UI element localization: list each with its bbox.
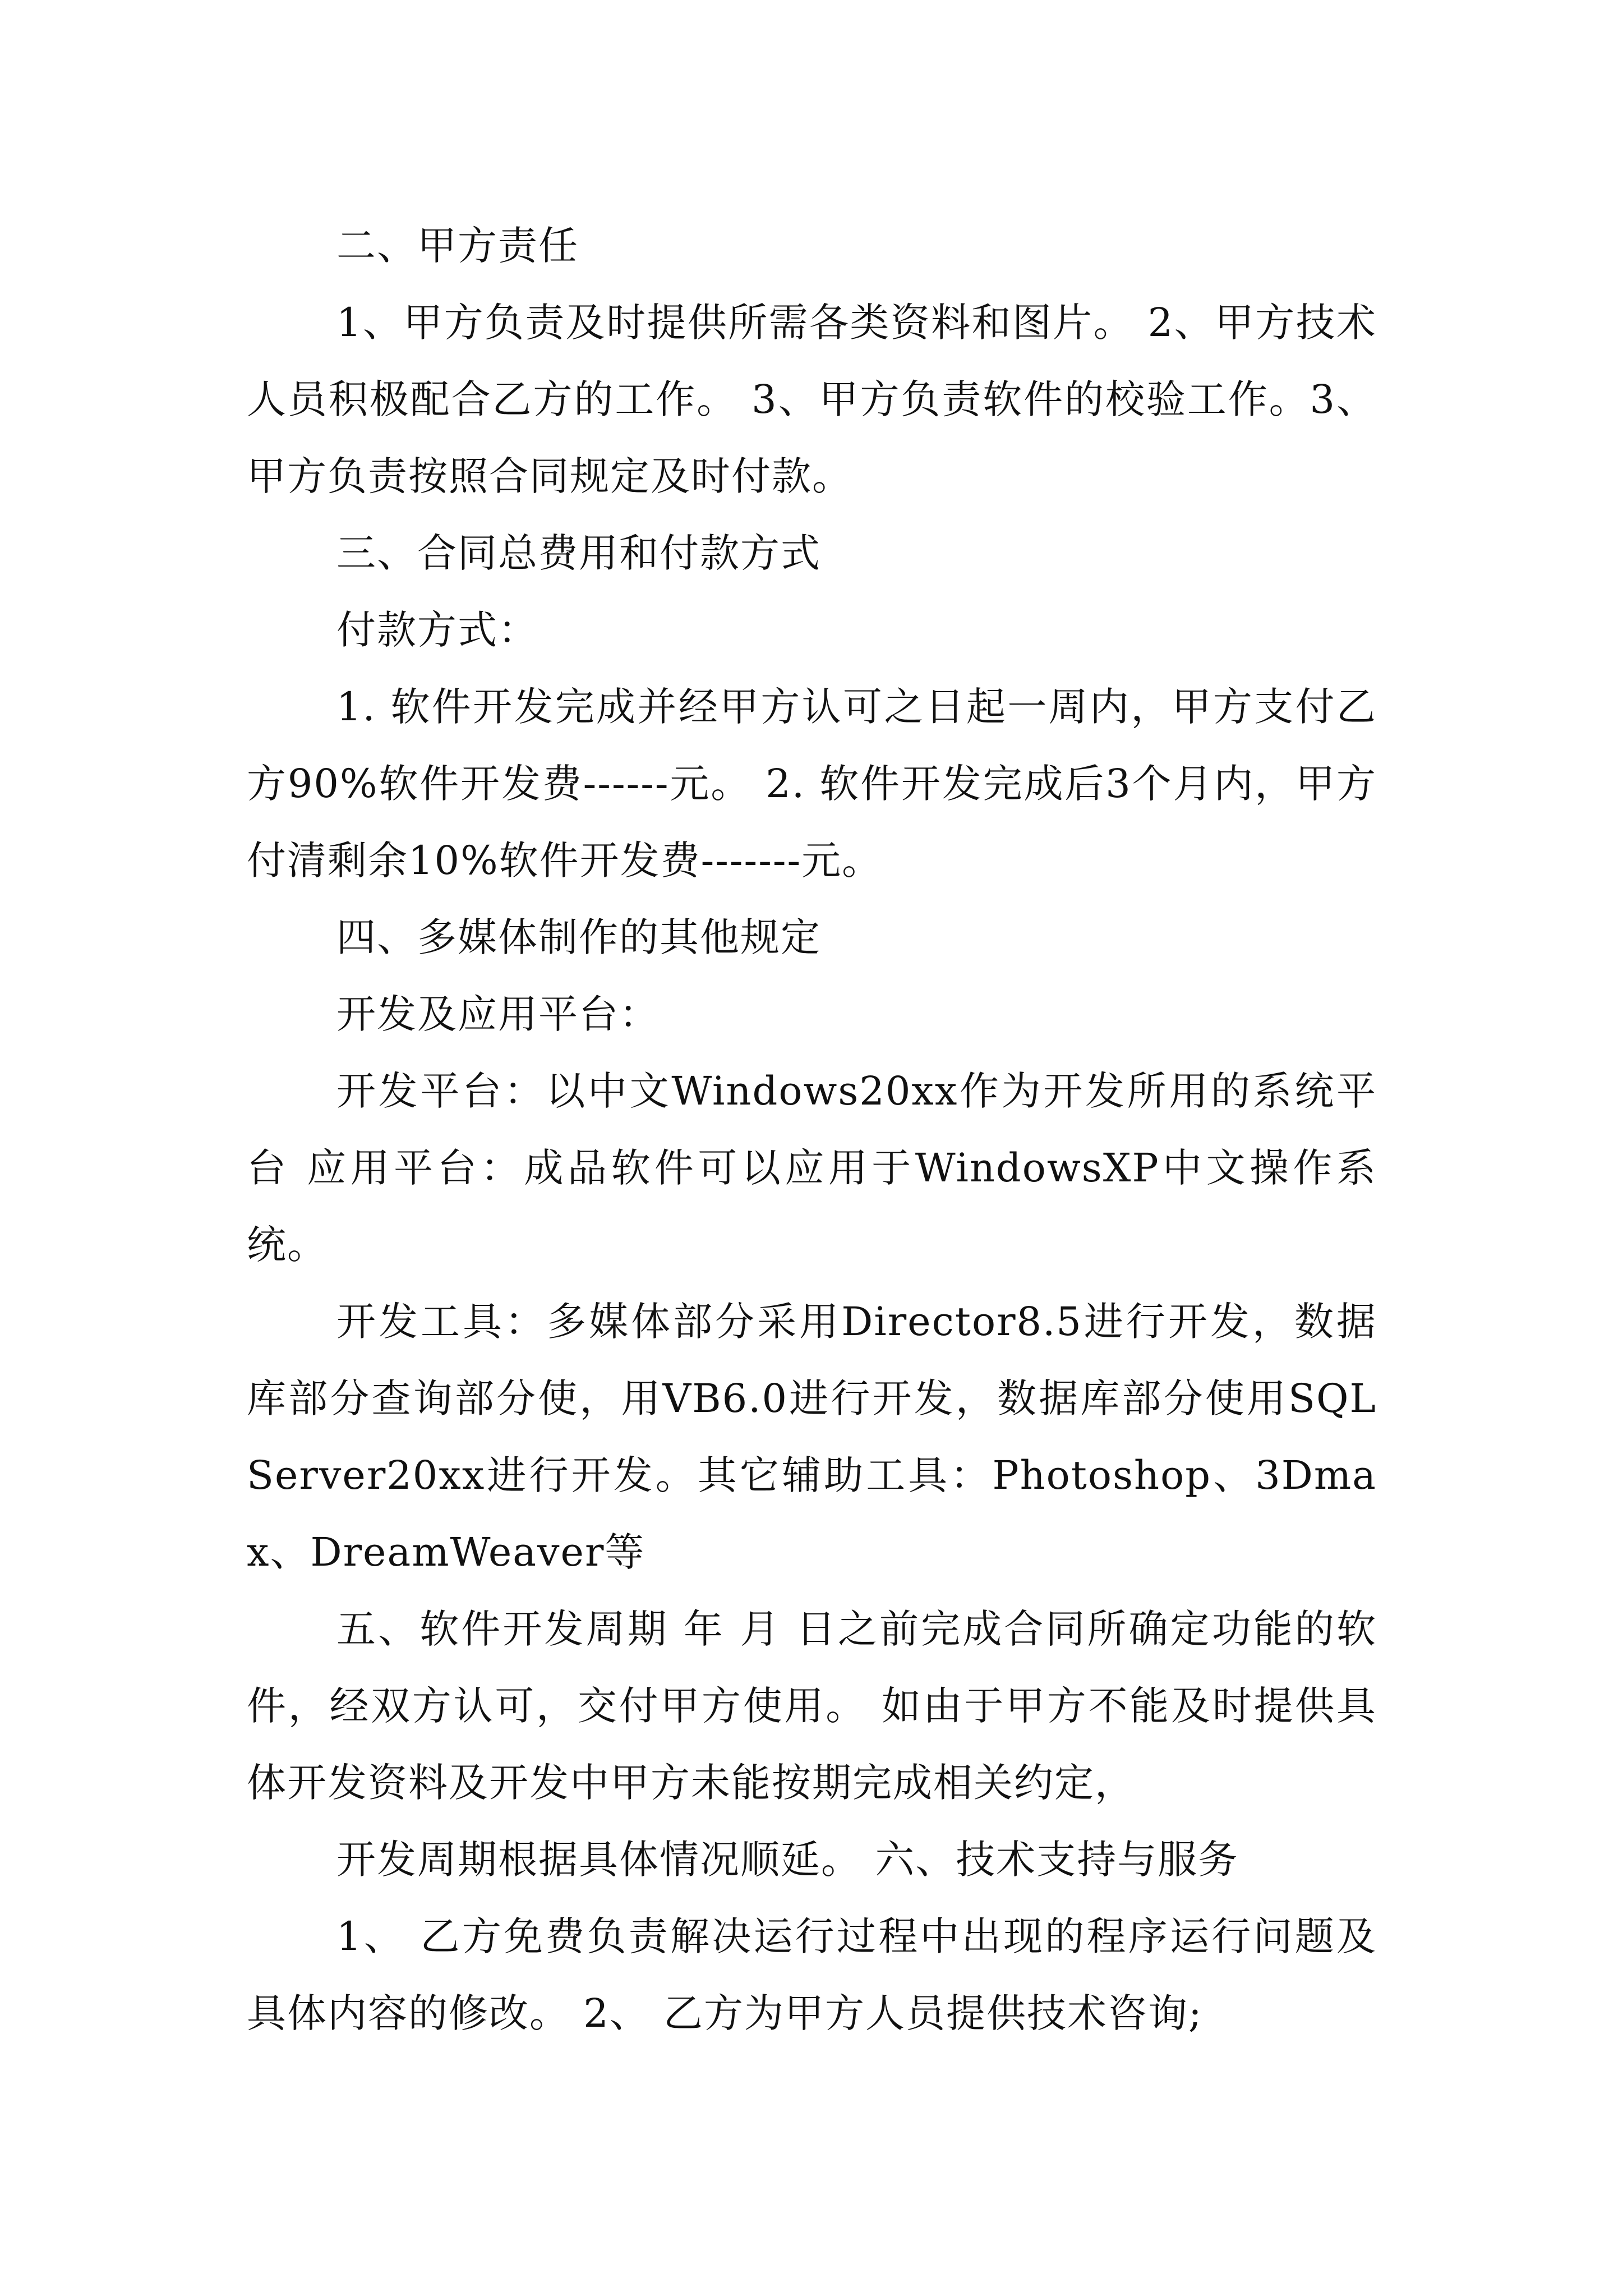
paragraph-technical-support: 1、 乙方免费负责解决运行过程中出现的程序运行问题及具体内容的修改。 2、 乙方为甲方人员提供技术咨询; bbox=[247, 1913, 1377, 2036]
paragraph-platforms: 开发平台：以中文Windows20xx作为开发所用的系统平台 应用平台：成品软件可以应用于WindowsXP中文操作系统。 bbox=[247, 1068, 1377, 1268]
section-heading-other-provisions: 四、多媒体制作的其他规定 bbox=[336, 914, 821, 960]
paragraph-development-period: 五、软件开发周期 年 月 日之前完成合同所确定功能的软件，经双方认可，交付甲方使用。 如由于甲方不能及时提供具体开发资料及开发中甲方未能按期完成相关约定， bbox=[247, 1606, 1377, 1806]
section-heading-fees-and-payment: 三、合同总费用和付款方式 bbox=[336, 530, 821, 576]
section-heading-party-a-responsibilities: 二、甲方责任 bbox=[336, 223, 579, 269]
document-body bbox=[247, 208, 1377, 2052]
label-payment-method: 付款方式： bbox=[336, 607, 538, 653]
paragraph-period-extension-and-support-heading: 开发周期根据具体情况顺延。 六、技术支持与服务 bbox=[336, 1837, 1239, 1883]
paragraph-development-tools: 开发工具：多媒体部分采用Director8.5进行开发，数据库部分查询部分使，用VB6.0进行开发，数据库部分使用SQLServer20xx进行开发。其它辅助工具：Photoshop、3Dmax、DreamWeaver等 bbox=[247, 1299, 1377, 1575]
paragraph-payment-terms: 1. 软件开发完成并经甲方认可之日起一周内，甲方支付乙方90%软件开发费------元。 2. 软件开发完成后3个月内，甲方付清剩余10%软件开发费-------元。 bbox=[247, 684, 1377, 884]
label-platforms: 开发及应用平台： bbox=[336, 991, 660, 1037]
paragraph-party-a-duties: 1、甲方负责及时提供所需各类资料和图片。 2、甲方技术人员积极配合乙方的工作。 3、甲方负责软件的校验工作。3、甲方负责按照合同规定及时付款。 bbox=[247, 300, 1377, 499]
